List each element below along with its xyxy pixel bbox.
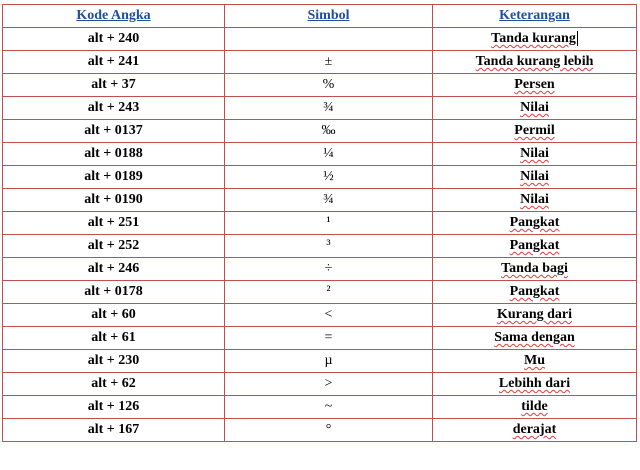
cell-keterangan[interactable] xyxy=(433,235,637,258)
cell-kode-angka[interactable]: alt + 240 xyxy=(3,28,225,51)
cell-kode-angka[interactable]: alt + 126 xyxy=(3,396,225,419)
cell-keterangan[interactable] xyxy=(433,281,637,304)
cell-kode-angka[interactable]: alt + 61 xyxy=(3,327,225,350)
table-body xyxy=(3,28,637,442)
table-row xyxy=(3,28,637,51)
cell-keterangan[interactable] xyxy=(433,212,637,235)
cell-simbol[interactable]: ‰ xyxy=(225,120,433,143)
cell-kode-angka[interactable]: alt + 230 xyxy=(3,350,225,373)
table-row xyxy=(3,143,637,166)
cell-kode-angka[interactable]: alt + 251 xyxy=(3,212,225,235)
cell-simbol[interactable] xyxy=(225,28,433,51)
cell-keterangan-text: Pangkat xyxy=(509,284,560,299)
cell-keterangan-text: Nilai xyxy=(520,146,549,161)
cell-keterangan-text: Sama dengan xyxy=(494,330,575,345)
cell-kode-angka[interactable]: alt + 0137 xyxy=(3,120,225,143)
cell-keterangan-text: Tanda kurang lebih xyxy=(475,54,594,69)
cell-keterangan[interactable] xyxy=(433,396,637,419)
cell-simbol[interactable]: ° xyxy=(225,419,433,442)
cell-keterangan[interactable] xyxy=(433,97,637,120)
cell-keterangan[interactable] xyxy=(433,166,637,189)
cell-simbol[interactable]: ² xyxy=(225,281,433,304)
cell-simbol[interactable]: ¾ xyxy=(225,189,433,212)
cell-keterangan-text: tilde xyxy=(521,399,548,414)
table-row xyxy=(3,373,637,396)
cell-kode-angka[interactable]: alt + 0178 xyxy=(3,281,225,304)
cell-simbol[interactable]: = xyxy=(225,327,433,350)
cell-kode-angka[interactable]: alt + 0188 xyxy=(3,143,225,166)
cell-simbol[interactable]: ¼ xyxy=(225,143,433,166)
cell-keterangan-text: Nilai xyxy=(520,169,549,184)
cell-kode-angka[interactable]: alt + 0189 xyxy=(3,166,225,189)
cell-simbol[interactable]: ÷ xyxy=(225,258,433,281)
cell-keterangan-text: Pangkat xyxy=(509,215,560,230)
cell-keterangan[interactable] xyxy=(433,327,637,350)
cell-keterangan[interactable] xyxy=(433,189,637,212)
cell-keterangan[interactable] xyxy=(433,51,637,74)
table-row xyxy=(3,327,637,350)
cell-kode-angka[interactable]: alt + 246 xyxy=(3,258,225,281)
cell-keterangan-text-with-cursor: Tanda kurang xyxy=(491,31,576,46)
cell-simbol[interactable]: % xyxy=(225,74,433,97)
table-row xyxy=(3,235,637,258)
table-row xyxy=(3,258,637,281)
cell-keterangan-text: derajat xyxy=(512,422,557,437)
cell-simbol[interactable]: ± xyxy=(225,51,433,74)
cell-keterangan-text: Kurang dari xyxy=(496,307,573,322)
cell-simbol[interactable]: ¾ xyxy=(225,97,433,120)
cell-keterangan-text: Persen xyxy=(514,77,555,92)
cell-keterangan-text: Tanda bagi xyxy=(501,261,568,276)
table-row xyxy=(3,212,637,235)
cell-kode-angka[interactable]: alt + 37 xyxy=(3,74,225,97)
table-row xyxy=(3,74,637,97)
cell-simbol[interactable]: ³ xyxy=(225,235,433,258)
cell-simbol[interactable]: ~ xyxy=(225,396,433,419)
cell-keterangan[interactable] xyxy=(433,350,637,373)
table-header-row xyxy=(3,5,637,28)
cell-keterangan[interactable] xyxy=(433,28,637,51)
cell-keterangan[interactable] xyxy=(433,419,637,442)
table-row xyxy=(3,304,637,327)
cell-simbol[interactable]: < xyxy=(225,304,433,327)
cell-keterangan-text: Nilai xyxy=(520,100,549,115)
table-row xyxy=(3,97,637,120)
cell-simbol[interactable]: ¹ xyxy=(225,212,433,235)
cell-keterangan-text: Lebihh dari xyxy=(498,376,571,391)
header-kode-angka: Kode Angka xyxy=(3,5,225,28)
cell-kode-angka[interactable]: alt + 167 xyxy=(3,419,225,442)
cell-simbol[interactable]: µ xyxy=(225,350,433,373)
table-row xyxy=(3,166,637,189)
cell-kode-angka[interactable]: alt + 243 xyxy=(3,97,225,120)
cell-keterangan[interactable] xyxy=(433,304,637,327)
cell-keterangan[interactable] xyxy=(433,373,637,396)
table-row xyxy=(3,281,637,304)
cell-simbol[interactable]: ½ xyxy=(225,166,433,189)
table-row xyxy=(3,51,637,74)
cell-keterangan[interactable] xyxy=(433,143,637,166)
alt-code-table xyxy=(2,4,637,442)
cell-simbol[interactable]: > xyxy=(225,373,433,396)
cell-keterangan-text: Nilai xyxy=(520,192,549,207)
header-keterangan: Keterangan xyxy=(433,5,637,28)
cell-keterangan[interactable] xyxy=(433,120,637,143)
table-row xyxy=(3,189,637,212)
header-simbol: Simbol xyxy=(225,5,433,28)
table-row xyxy=(3,419,637,442)
cell-kode-angka[interactable]: alt + 62 xyxy=(3,373,225,396)
cell-kode-angka[interactable]: alt + 252 xyxy=(3,235,225,258)
cell-keterangan-text: Permil xyxy=(514,123,555,138)
cell-kode-angka[interactable]: alt + 60 xyxy=(3,304,225,327)
table-row xyxy=(3,396,637,419)
cell-keterangan[interactable] xyxy=(433,74,637,97)
table-row xyxy=(3,120,637,143)
cell-kode-angka[interactable]: alt + 241 xyxy=(3,51,225,74)
cell-keterangan[interactable] xyxy=(433,258,637,281)
cell-keterangan-text: Pangkat xyxy=(509,238,560,253)
table-row xyxy=(3,350,637,373)
document-body xyxy=(2,4,636,442)
cell-kode-angka[interactable]: alt + 0190 xyxy=(3,189,225,212)
cell-keterangan-text: Mu xyxy=(524,353,545,368)
